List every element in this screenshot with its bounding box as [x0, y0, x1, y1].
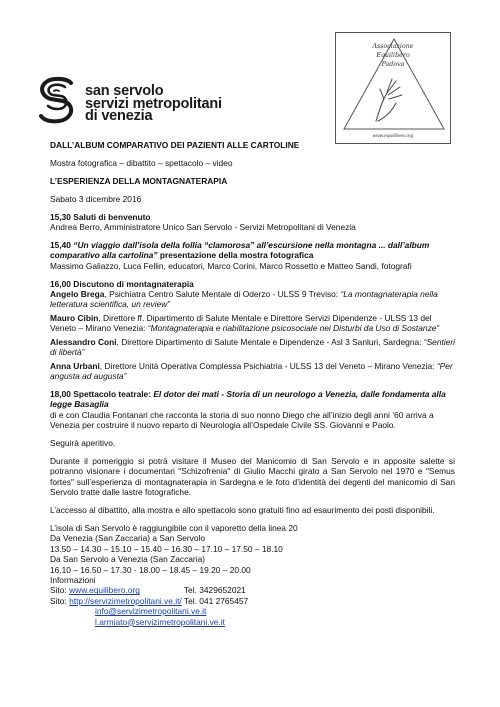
- welcome-title: 15,30 Saluti di benvenuto: [50, 211, 151, 222]
- transport-outbound-label: Da Venezia (San Zaccaria) a San Servolo: [50, 533, 206, 544]
- logo-line-1: san servolo: [85, 83, 164, 99]
- sub-heading: L’ESPERIENZA DELLA MONTAGNATERAPIA: [50, 175, 228, 186]
- site-label: Sito:: [50, 585, 70, 596]
- speaker-role: , Direttore Unità Operativa Complessa Psichiatria - ULSS 13 del Veneto – Mirano Venezia:: [99, 360, 437, 371]
- transport-return-times: 16.10 – 16.50 – 17.30 - 18.00 – 18.45 – 19.20 – 20.00: [50, 564, 251, 575]
- speaker-3: [50, 337, 455, 358]
- speaker-name: Alessandro Coni: [50, 336, 117, 347]
- logo-line-2: servizi metropolitani: [85, 95, 222, 112]
- access-text: L’accesso al dibattito, alla mostra e allo spettacolo sono gratuiti fino ad esaurimento dei posti disponibili.: [50, 504, 435, 515]
- show-name: El dotor dei mati - Storia di un neurologo a Venezia, dalle fondamenta alla legge Basaglia: [50, 388, 446, 410]
- association-site: www.equilibero.org: [372, 134, 414, 139]
- museum-text: Durante il pomeriggio si potrà visitare il Museo del Manicomio di San Servolo e in apposite salette si potranno visionare i documentari "Schizofrenia" di Giulio Macchi girato a San Servolo nel 1970 e "Semus fortes" sull’esperienza di montagnaterapia in Sardegna e le foto d’identità dei degenti del manicomio di San Servolo tratte dalle lastre fotografiche.: [50, 455, 455, 498]
- event-subtitle: Mostra fotografica – dibattito – spettacolo – video: [50, 157, 233, 168]
- phone-2: Tel. 041 2765457: [181, 595, 249, 606]
- info-email-row-1: [50, 606, 455, 616]
- speaker-name: Anna Urbani: [50, 360, 100, 371]
- san-servolo-logo-text: [85, 85, 222, 123]
- main-heading: DALL’ALBUM COMPARATIVO DEI PAZIENTI ALLE CARTOLINE: [50, 140, 300, 150]
- speaker-name: Mauro Cibin: [50, 312, 99, 323]
- info-row-2: [50, 596, 455, 606]
- show-time: 18,00 Spettacolo teatrale:: [50, 388, 154, 399]
- speaker-1: [50, 289, 455, 310]
- servizi-metropolitani-link[interactable]: http://servizimetropolitani.ve.it/: [69, 595, 182, 606]
- debate-title: 16,00 Discutono di montagnaterapia: [50, 278, 194, 289]
- welcome-text: Andrea Berro, Amministratore Unico San Servolo - Servizi Metropolitani di Venezia: [50, 222, 356, 233]
- phone-1: Tel. 3429652021: [183, 585, 246, 596]
- site-label: Sito:: [50, 595, 70, 606]
- info-row-1: [50, 585, 455, 595]
- presentation-suffix: presentazione della mostra fotografica: [157, 250, 314, 261]
- presentation-time: 15,40: [50, 239, 71, 250]
- event-date: Sabato 3 dicembre 2016: [50, 193, 142, 204]
- speaker-role: , Direttore ff. Dipartimento di Salute Mentale e Direttore Servizi Dipendenze - ULSS 13 del Veneto – Mirano Venezia:: [50, 312, 432, 334]
- transport-return-label: Da San Servolo a Venezia (San Zaccaria): [50, 554, 206, 565]
- speaker-role: , Psichiatra Centro Salute Mentale di Oderzo - ULSS 9 Treviso:: [104, 289, 341, 300]
- speaker-talk: “La montagnaterapia nella letteratura scientifica, un review”: [50, 289, 438, 310]
- info-email-row-2: [50, 617, 455, 627]
- show-title: [50, 389, 455, 410]
- presentation-people: Massimo Galiazzo, Luca Fellin, educatori, Marco Corini, Marco Rossetto e Matteo Sandi, fotografi: [50, 260, 412, 271]
- show-text: di e con Claudia Fontanari che racconta la storia di suo nonno Diego che all’inizio degli anni ’60 arriva a Venezia per costruire il nuovo reparto di Neurologia all’Ospedale Civile SS. Giovanni e Paolo.: [50, 409, 434, 431]
- speaker-2: [50, 313, 455, 334]
- equilibero-link[interactable]: www.equilibero.org: [69, 585, 140, 596]
- transport-intro: L’isola di San Servolo è raggiungibile con il vaporetto della linea 20: [50, 522, 298, 533]
- san-servolo-logo-icon: [37, 75, 77, 125]
- aperitivo-text: Seguirà aperitivo.: [50, 437, 116, 448]
- email-info-link[interactable]: info@servizimetropolitani.ve.it: [95, 606, 207, 617]
- speaker-name: Angelo Brega: [50, 289, 105, 300]
- speaker-talk: “Per angusta ad augusta”: [50, 360, 453, 381]
- equilibero-logo: [335, 32, 451, 144]
- info-label: Informazioni: [50, 574, 96, 585]
- email-armiato-link[interactable]: l.armiato@servizimetropolitani.ve.it: [95, 616, 225, 627]
- speaker-talk: “Montagnaterapia e riabilitazione psicosociale nei Disturbi da Uso di Sostanze”: [147, 323, 440, 334]
- logo-line-3: di venezia: [85, 108, 153, 124]
- association-name-1: Associazione: [372, 43, 414, 50]
- presentation-block: [50, 240, 455, 261]
- speaker-role: , Direttore Dipartimento di Salute Mentale e Dipendenze - Asl 3 Sanluri, Sardegna:: [116, 336, 424, 347]
- presentation-title: “Un viaggio dall’isola della follia “clamorosa” all’escursione nella montagna ... dall’album comparativo alla cartolina”: [50, 239, 430, 261]
- event-program: [50, 140, 455, 627]
- speaker-4: [50, 361, 455, 382]
- association-name-2: Equilibero: [376, 52, 410, 59]
- transport-outbound-times: 13.50 – 14.30 – 15.10 – 15.40 – 16.30 – 17.10 – 17.50 – 18.10: [50, 543, 283, 554]
- speaker-talk: “Sentieri di libertà”: [50, 336, 455, 358]
- association-name-3: Padova: [381, 61, 405, 68]
